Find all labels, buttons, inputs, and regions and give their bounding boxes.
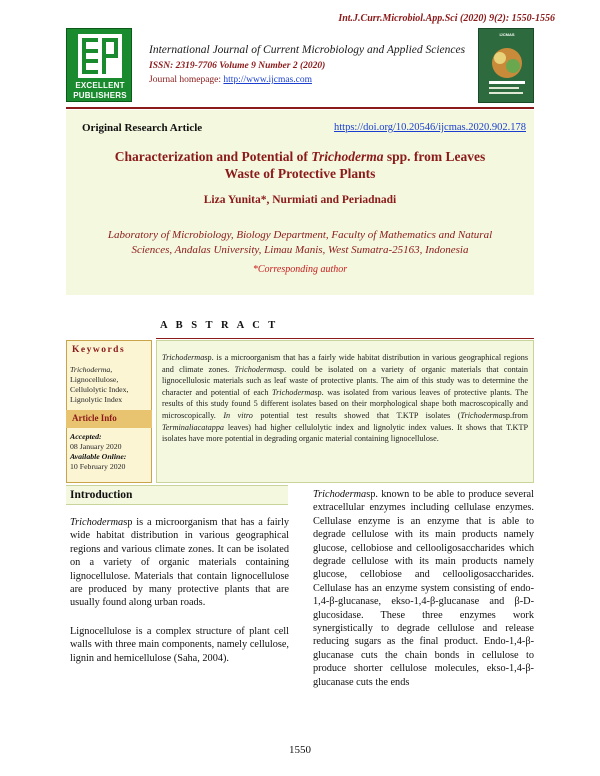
abstract-sentence: leaves) had higher cellulolytic index and lignolytic index values. It shows that T.KTP isolates have more potential in degrading organic material containing lignocellulose. bbox=[162, 422, 528, 444]
abstract-em: Trichoderma bbox=[272, 387, 315, 397]
publisher-name-line1: EXCELLENT bbox=[75, 81, 125, 90]
intro-paragraph-1 bbox=[70, 516, 289, 610]
available-online-date: 10 February 2020 bbox=[70, 462, 126, 471]
corresponding-author-note: *Corresponding author bbox=[252, 264, 348, 275]
genus-name: Trichoderma bbox=[70, 517, 124, 528]
homepage-label: Journal homepage: bbox=[149, 75, 224, 85]
affiliation: Laboratory of Microbiology, Biology Department, Faculty of Mathematics and Natural Sciences, Andalas University, Limau Manis, West Sumatra-25163, Indonesia bbox=[107, 229, 493, 256]
title-genus: Trichoderma bbox=[311, 149, 384, 164]
journal-cover-thumbnail bbox=[478, 28, 534, 103]
doi-link[interactable]: https://doi.org/10.20546/ijcmas.2020.902.178 bbox=[333, 122, 526, 133]
authors: Liza Yunita*, Nurmiati and Periadnadi bbox=[203, 194, 397, 206]
abstract-em: Trichoderma bbox=[234, 364, 277, 374]
abstract-em: Trichoderma bbox=[162, 353, 205, 362]
paragraph-text: sp. known to be able to produce several extracellular enzymes including cellulase enzymes. Cellulase enzyme is an enzyme that is able to degrade cellulose with its main products namely glucose, cellobiose and cellooligosaccharides which degrade cellulose with its main products namely glucose, cellobiose and cellooligosaccharides. Cellulase has an enzyme system consisting of endo-1,4-β-glucanase, ekso-1,4-β-glucanase and β-D-glucosidase. These three enzymes work synergistically to degrade cellulose and release reducing sugars as the final product. Endo-1,4-β-glucanase cuts the chain bonds in cellulose to produce shorter cellulose molecules, ekso-1,4-β-glucanase cuts the ends bbox=[313, 489, 534, 688]
paper-title bbox=[100, 148, 500, 182]
title-part2: spp. from Leaves Waste of Protective Plants bbox=[224, 149, 486, 181]
abstract-sentence: sp. is a microorganism that has a fairly wide habitat distribution in various geographical regions and climate zones. bbox=[162, 353, 528, 374]
keyword-item: Lignocellulose, Cellulolytic Index, Lignolytic Index bbox=[70, 375, 129, 404]
journal-homepage bbox=[149, 75, 312, 85]
keywords-heading: Keywords bbox=[72, 345, 126, 355]
intro-paragraph-2: Lignocellulose is a complex structure of plant cell walls with three main components, namely cellulose, lignin and hemicellulose (Saha, 2004). bbox=[70, 626, 289, 664]
introduction-heading: Introduction bbox=[70, 489, 133, 501]
journal-citation: Int.J.Curr.Microbiol.App.Sci (2020) 9(2): 1550-1556 bbox=[338, 13, 555, 24]
abstract-em: Terminaliacatappa bbox=[162, 422, 225, 432]
journal-title: International Journal of Current Microbiology and Applied Sciences bbox=[149, 44, 466, 56]
abstract-em: Trichoderma bbox=[460, 410, 503, 420]
title-part1: Characterization and Potential of bbox=[114, 149, 312, 164]
accepted-label: Accepted: bbox=[70, 432, 102, 441]
article-dates bbox=[70, 432, 150, 472]
keywords-list bbox=[70, 365, 150, 405]
abstract-heading: A B S T R A C T bbox=[160, 320, 279, 331]
abstract-sentence: sp. could be isolated on a variety of organic materials that contain lignocellulosic materials such as leaf waste of protective plants. The aim of this study was to determine the character and potential of each bbox=[162, 364, 529, 397]
accepted-date: 08 January 2020 bbox=[70, 442, 122, 451]
abstract-text bbox=[162, 352, 528, 445]
abstract-sentence: potential test results showed that T.KTP isolates ( bbox=[252, 410, 461, 420]
genus-name: Trichoderma bbox=[313, 489, 367, 500]
publisher-name-line2: PUBLISHERS bbox=[73, 91, 127, 100]
header-divider bbox=[66, 107, 534, 109]
cover-title: IJCMAS bbox=[499, 32, 515, 37]
article-type: Original Research Article bbox=[82, 122, 203, 134]
article-info-heading: Article Info bbox=[72, 413, 117, 423]
abstract-sentence: sp.from bbox=[502, 410, 528, 420]
keyword-item: Trichoderma, bbox=[70, 365, 113, 374]
paragraph-text: sp is a microorganism that has a fairly wide habitat distribution in various geographical regions and various climate zones. It can be isolated on a variety of organic materials containing lignocellulose. Materials that contain lignocellulose are produced by many protective plants that are usually found along urban roads. bbox=[70, 517, 289, 609]
abstract-divider bbox=[156, 338, 534, 339]
abstract-sentence: sp. was isolated from various leaves of protective plants. The results of this study found 5 different isolates based on their morphological shape both macroscopically and microscopically. bbox=[162, 387, 528, 420]
publisher-logo bbox=[66, 28, 132, 102]
right-column-paragraph bbox=[313, 488, 534, 689]
available-online-label: Available Online: bbox=[70, 452, 127, 461]
ep-logo-icon bbox=[76, 32, 124, 80]
cover-artwork-icon bbox=[483, 41, 531, 99]
issn-volume: ISSN: 2319-7706 Volume 9 Number 2 (2020) bbox=[149, 61, 326, 71]
abstract-em: In vitro bbox=[223, 410, 253, 420]
page-number: 1550 bbox=[289, 744, 311, 756]
homepage-link[interactable]: http://www.ijcmas.com bbox=[223, 75, 312, 85]
